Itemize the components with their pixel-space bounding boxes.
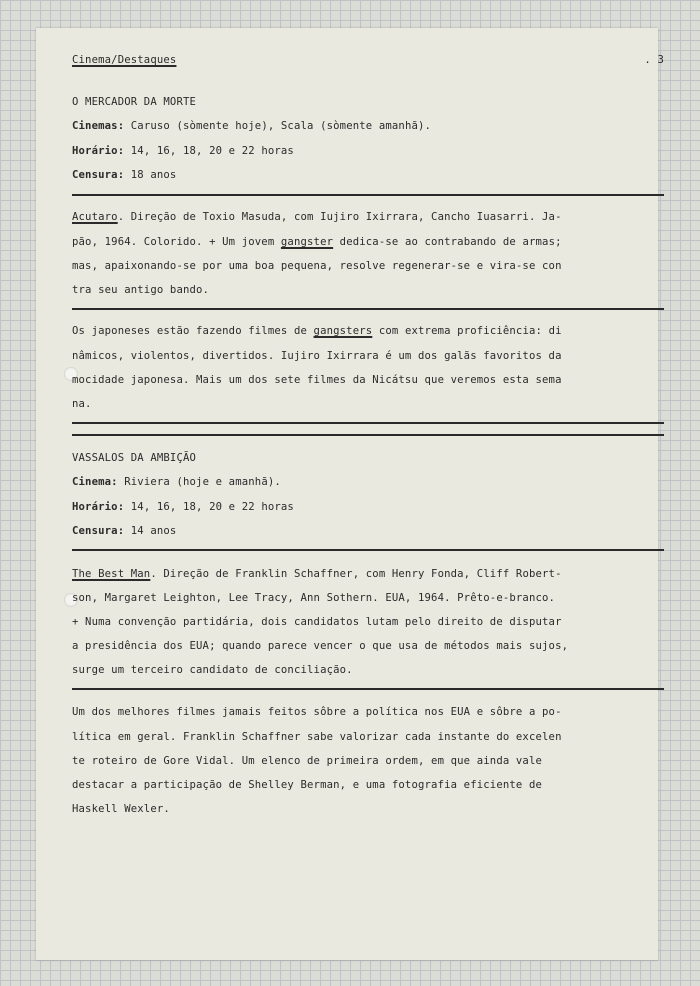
horario-line: Horário: 14, 16, 18, 20 e 22 horas <box>72 501 294 513</box>
film-title: O MERCADOR DA MORTE <box>72 96 197 108</box>
cinemas-line: Cinema: Riviera (hoje e amanhã). <box>72 476 281 488</box>
film-title: VASSALOS DA AMBIÇÃO <box>72 452 197 464</box>
synopsis-line: a presidência dos EUA; quando parece vencer o que usa de métodos mais sujos, <box>72 640 569 652</box>
divider <box>72 194 664 196</box>
review-line: Um dos melhores filmes jamais feitos sôbre a política nos EUA e sôbre a po- <box>72 706 562 718</box>
synopsis-line: + Numa convenção partidária, dois candidatos lutam pelo direito de disputar <box>72 616 562 628</box>
synopsis-line: son, Margaret Leighton, Lee Tracy, Ann Sothern. EUA, 1964. Prêto-e-branco. <box>72 592 556 604</box>
synopsis-line: pão, 1964. Colorido. + Um jovem gangster dedica-se ao contrabando de armas; <box>72 236 562 248</box>
divider <box>72 688 664 690</box>
horario-line: Horário: 14, 16, 18, 20 e 22 horas <box>72 145 294 157</box>
synopsis-line: tra seu antigo bando. <box>72 284 210 296</box>
review-line: te roteiro de Gore Vidal. Um elenco de primeira ordem, em que ainda vale <box>72 755 543 767</box>
typewritten-sheet <box>36 28 664 960</box>
divider <box>72 422 664 424</box>
review-line: na. <box>72 398 92 410</box>
synopsis-line: The Best Man. Direção de Franklin Schaffner, com Henry Fonda, Cliff Robert- <box>72 568 562 580</box>
synopsis-line: Acutaro. Direção de Toxio Masuda, com Iujiro Ixirrara, Cancho Iuasarri. Ja- <box>72 211 562 223</box>
page-content <box>72 28 664 960</box>
original-title: The Best Man <box>72 568 151 580</box>
review-line: nâmicos, violentos, divertidos. Iujiro Ixirrara é um dos galãs favoritos da <box>72 350 562 362</box>
synopsis-line: surge um terceiro candidato de conciliação. <box>72 664 353 676</box>
censura-line: Censura: 14 anos <box>72 525 177 537</box>
section-header: Cinema/Destaques <box>72 54 177 66</box>
review-line: destacar a participação de Shelley Berman, e uma fotografia eficiente de <box>72 779 543 791</box>
review-line: lítica em geral. Franklin Schaffner sabe valorizar cada instante do excelen <box>72 731 562 743</box>
review-line: Haskell Wexler. <box>72 803 170 815</box>
synopsis-line: mas, apaixonando-se por uma boa pequena, resolve regenerar-se e vira-se con <box>72 260 562 272</box>
censura-line: Censura: 18 anos <box>72 169 177 181</box>
review-line: mocidade japonesa. Mais um dos sete filmes da Nicátsu que veremos esta sema <box>72 374 562 386</box>
divider <box>72 434 664 436</box>
divider <box>72 549 664 551</box>
page-number: . 3 <box>644 54 664 66</box>
cinemas-line: Cinemas: Caruso (sòmente hoje), Scala (sòmente amanhã). <box>72 120 432 132</box>
review-line: Os japoneses estão fazendo filmes de gangsters com extrema proficiência: di <box>72 325 562 337</box>
original-title: Acutaro <box>72 211 118 223</box>
divider <box>72 308 664 310</box>
